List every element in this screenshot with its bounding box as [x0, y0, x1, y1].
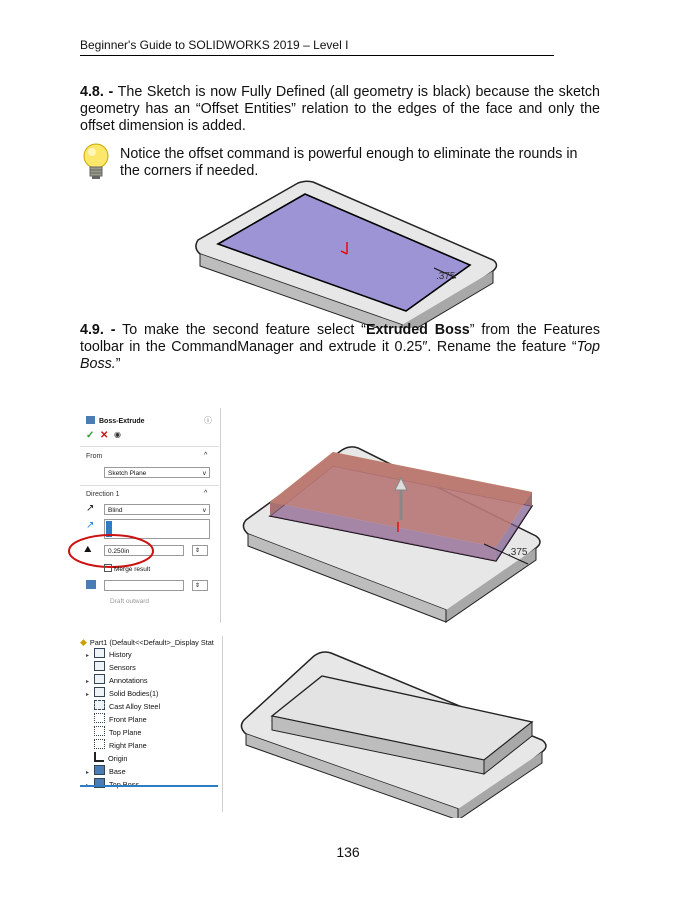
depth-spinner[interactable]: ⇕ [192, 545, 208, 556]
figure-sketch-offset [188, 178, 508, 328]
direction-arrow-icon: ↗ [86, 520, 95, 531]
top-boss-term: Top Boss. [80, 339, 600, 372]
help-icon[interactable]: ⓘ [204, 416, 212, 425]
expand-arrow-icon[interactable]: ▸ [86, 653, 90, 659]
section-text: The Sketch is now Fully Defined (all geometry is black) because the sketch geometry has an “Offset Entities” relation to the edges of the face and only the offset dimension is added. [80, 84, 600, 134]
sensors-icon [94, 661, 105, 671]
figure-extrude-preview [236, 436, 556, 626]
page-header: Beginner's Guide to SOLIDWORKS 2019 – Level I [80, 38, 554, 56]
preview-eye-icon[interactable]: ◉ [114, 430, 121, 439]
from-select[interactable] [104, 467, 210, 478]
chevron-down-icon: v [202, 470, 206, 477]
origin-icon [94, 752, 104, 762]
tree-root-part[interactable] [80, 636, 214, 648]
draft-spinner[interactable]: ⇕ [192, 580, 208, 591]
merge-result-label: Merge result [114, 566, 151, 573]
offset-dimension-label: .375 [508, 547, 528, 558]
offset-dimension-label: .375 [436, 271, 456, 282]
tree-root-label: Part1 (Default<<Default>_Display Stat [89, 638, 214, 647]
draft-icon[interactable] [86, 580, 96, 589]
tree-item-annotations[interactable]: ▸ Annotations [86, 674, 148, 686]
material-icon [94, 700, 105, 710]
section-text-1: To make the second feature select “ [122, 322, 366, 338]
section-4-9-paragraph [80, 322, 600, 373]
plane-icon [94, 739, 105, 749]
tree-item-origin[interactable]: Origin [94, 752, 127, 764]
from-section-label: From [86, 453, 103, 460]
direction-section-label: Direction 1 [86, 491, 120, 498]
chevron-down-icon: v [202, 507, 206, 514]
draft-outward-label: Draft outward [110, 598, 150, 605]
tree-item-top-boss[interactable] [86, 778, 139, 790]
depth-icon: ⛰ [84, 544, 92, 554]
section-4-8-paragraph [80, 84, 600, 135]
tree-item-right-plane[interactable]: Right Plane [94, 739, 147, 751]
extruded-boss-term: Extruded Boss [365, 322, 470, 338]
depth-value: 0.250in [108, 548, 130, 555]
draft-angle-input[interactable] [104, 580, 184, 591]
tree-item-material[interactable]: Cast Alloy Steel [94, 700, 160, 712]
cancel-x-icon[interactable]: ✕ [100, 430, 109, 441]
tree-item-history[interactable]: ▸ History [86, 648, 132, 660]
part-icon: ◆ [80, 637, 87, 647]
extrude-feature-icon [94, 765, 105, 775]
section-number: 4.9. - [80, 322, 116, 338]
tree-item-solid-bodies[interactable]: ▸ Solid Bodies(1) [86, 687, 158, 699]
tip-note: Notice the offset command is powerful enough to eliminate the rounds in the corners if needed. [120, 146, 578, 179]
boss-extrude-property-manager [80, 408, 221, 623]
history-icon [94, 648, 105, 658]
section-number: 4.8. - [80, 84, 114, 100]
tree-item-front-plane[interactable]: Front Plane [94, 713, 147, 725]
tree-item-sensors[interactable]: Sensors [94, 661, 136, 673]
section-text-3: ” [115, 356, 121, 372]
end-condition-value: Blind [108, 507, 123, 514]
pm-title: Boss-Extrude [99, 418, 145, 425]
reverse-direction-icon[interactable]: ↗ [86, 503, 95, 514]
section-text-2: ” from the Features toolbar in the CommandManager and extrude it 0.25″. Rename the feature “ [80, 322, 600, 355]
feature-manager-tree [80, 636, 223, 812]
from-value: Sketch Plane [108, 470, 147, 477]
pm-title-row [86, 416, 145, 425]
collapse-icon[interactable]: ^ [204, 490, 208, 497]
figure-final-part [236, 648, 556, 818]
page-number: 136 [336, 844, 360, 860]
expand-arrow-icon[interactable]: ▸ [86, 692, 90, 698]
expand-arrow-icon[interactable]: ▸ [86, 679, 90, 685]
ok-check-icon[interactable]: ✓ [86, 430, 95, 441]
end-condition-select[interactable] [104, 504, 210, 515]
lightbulb-icon [80, 141, 112, 185]
collapse-icon[interactable]: ^ [204, 452, 208, 459]
plane-icon [94, 713, 105, 723]
annotations-icon [94, 674, 105, 684]
boss-extrude-icon [86, 416, 95, 424]
tree-item-base[interactable]: ▸ Base [86, 765, 126, 777]
solid-bodies-icon [94, 687, 105, 697]
merge-result-checkbox[interactable] [104, 564, 150, 573]
expand-arrow-icon[interactable]: ▸ [86, 770, 90, 776]
tree-item-top-plane[interactable]: Top Plane [94, 726, 141, 738]
plane-icon [94, 726, 105, 736]
rollback-bar[interactable] [80, 785, 218, 787]
